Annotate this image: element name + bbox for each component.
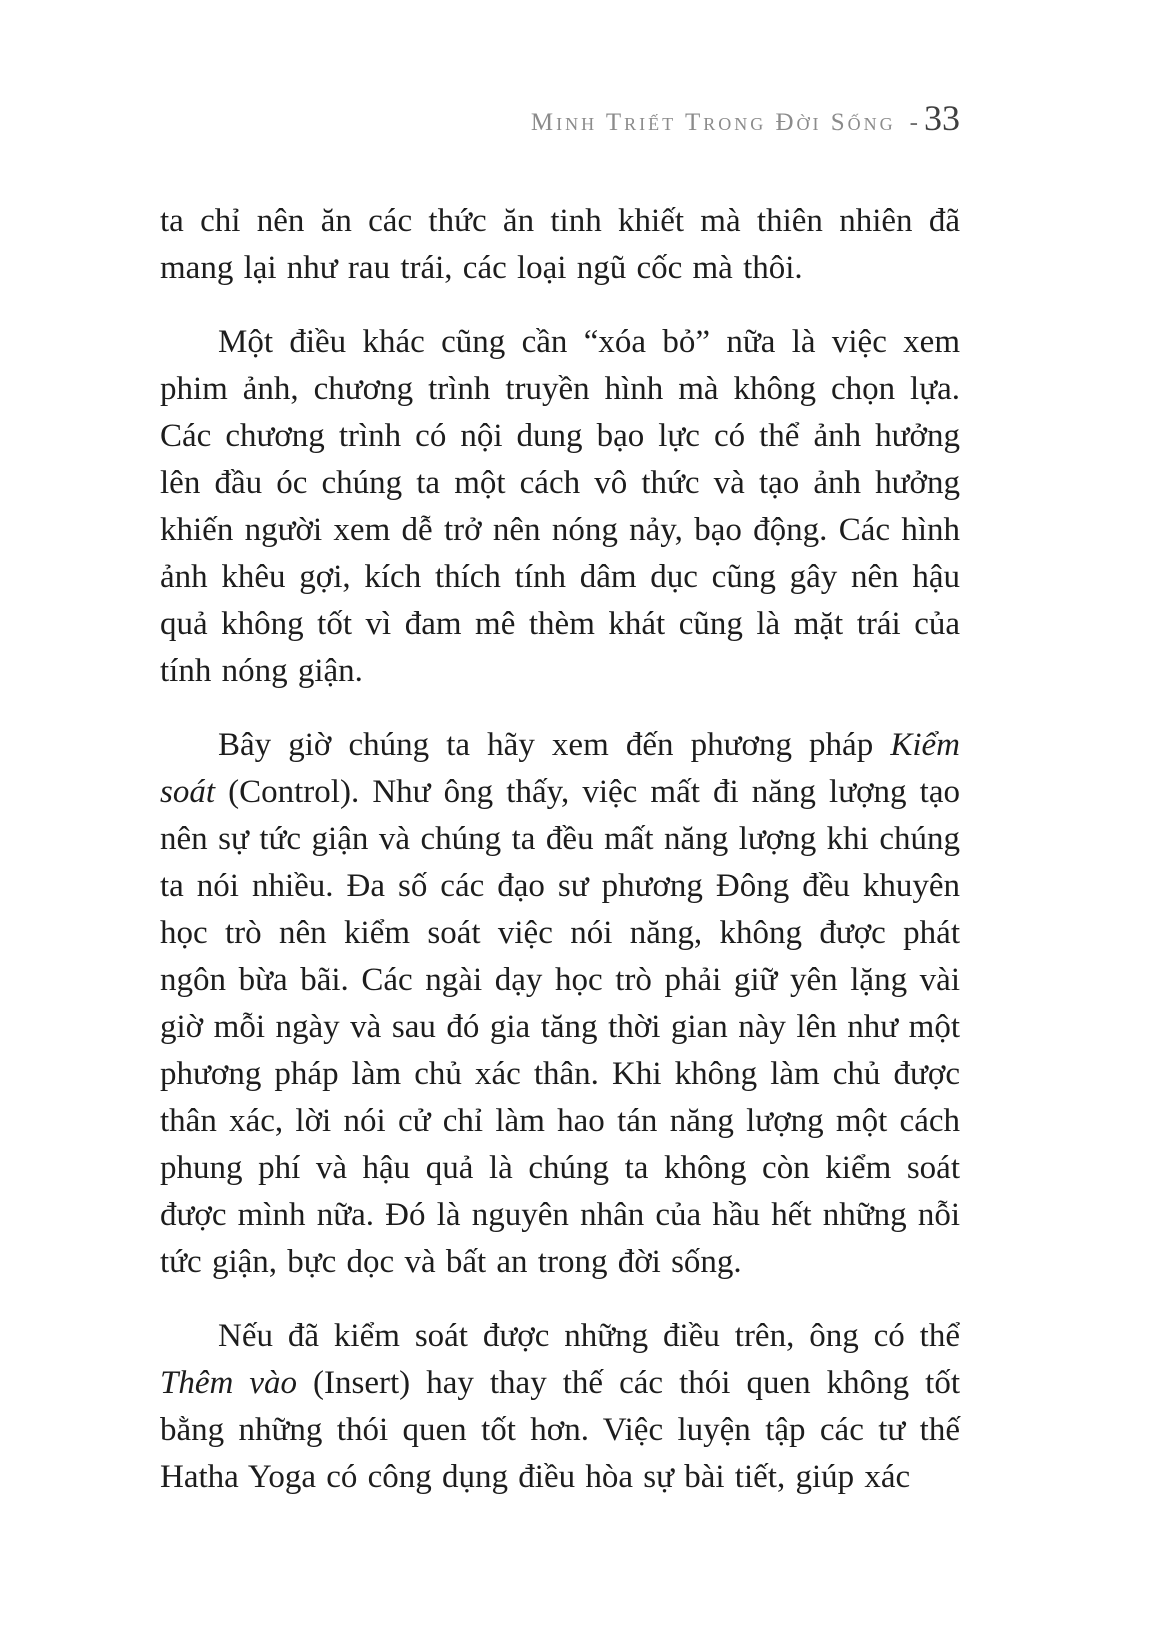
paragraph-4 — [160, 1313, 960, 1501]
running-title: Minh Triết Trong Đời Sống — [530, 109, 896, 136]
paragraph-4-text-b: (Insert) hay thay thế các thói quen không tốt bằng những thói quen tốt hơn. Việc luyện tập các tư thế Hatha Yoga có công dụng điều hòa sự bài tiết, giúp xác — [160, 1365, 960, 1495]
page-number: 33 — [924, 98, 960, 138]
paragraph-2 — [160, 319, 960, 695]
paragraph-3-text-b: (Control). Như ông thấy, việc mất đi năng lượng tạo nên sự tức giận và chúng ta đều mất năng lượng khi chúng ta nói nhiều. Đa số các đạo sư phương Đông đều khuyên học trò nên kiểm soát việc nói năng, không được phát ngôn bừa bãi. Các ngài dạy học trò phải giữ yên lặng vài giờ mỗi ngày và sau đó gia tăng thời gian này lên như một phương pháp làm chủ xác thân. Khi không làm chủ được thân xác, lời nói cử chỉ làm hao tán năng lượng một cách phung phí và hậu quả là chúng ta không còn kiểm soát được mình nữa. Đó là nguyên nhân của hầu hết những nỗi tức giận, bực dọc và bất an trong đời sống. — [160, 774, 960, 1280]
paragraph-2-text: Một điều khác cũng cần “xóa bỏ” nữa là việc xem phim ảnh, chương trình truyền hình mà không chọn lựa. Các chương trình có nội dung bạo lực có thể ảnh hưởng lên đầu óc chúng ta một cách vô thức và tạo ảnh hưởng khiến người xem dễ trở nên nóng nảy, bạo động. Các hình ảnh khêu gợi, kích thích tính dâm dục cũng gây nên hậu quả không tốt vì đam mê thèm khát cũng là mặt trái của tính nóng giận. — [160, 324, 960, 689]
text-column — [160, 98, 960, 1501]
paragraph-1 — [160, 198, 960, 292]
running-header — [160, 98, 960, 146]
paragraph-1-text: ta chỉ nên ăn các thức ăn tinh khiết mà thiên nhiên đã mang lại như rau trái, các loại ngũ cốc mà thôi. — [160, 203, 960, 286]
paragraph-3 — [160, 722, 960, 1286]
body-text — [160, 198, 960, 1501]
paragraph-4-text-a: Nếu đã kiểm soát được những điều trên, ông có thể — [218, 1318, 960, 1354]
paragraph-4-italic-term: Thêm vào — [160, 1365, 298, 1401]
paragraph-3-text-a: Bây giờ chúng ta hãy xem đến phương pháp — [218, 727, 891, 763]
header-separator: - — [909, 109, 918, 136]
paragraph-3-italic-term: Kiểm soát — [160, 727, 960, 810]
